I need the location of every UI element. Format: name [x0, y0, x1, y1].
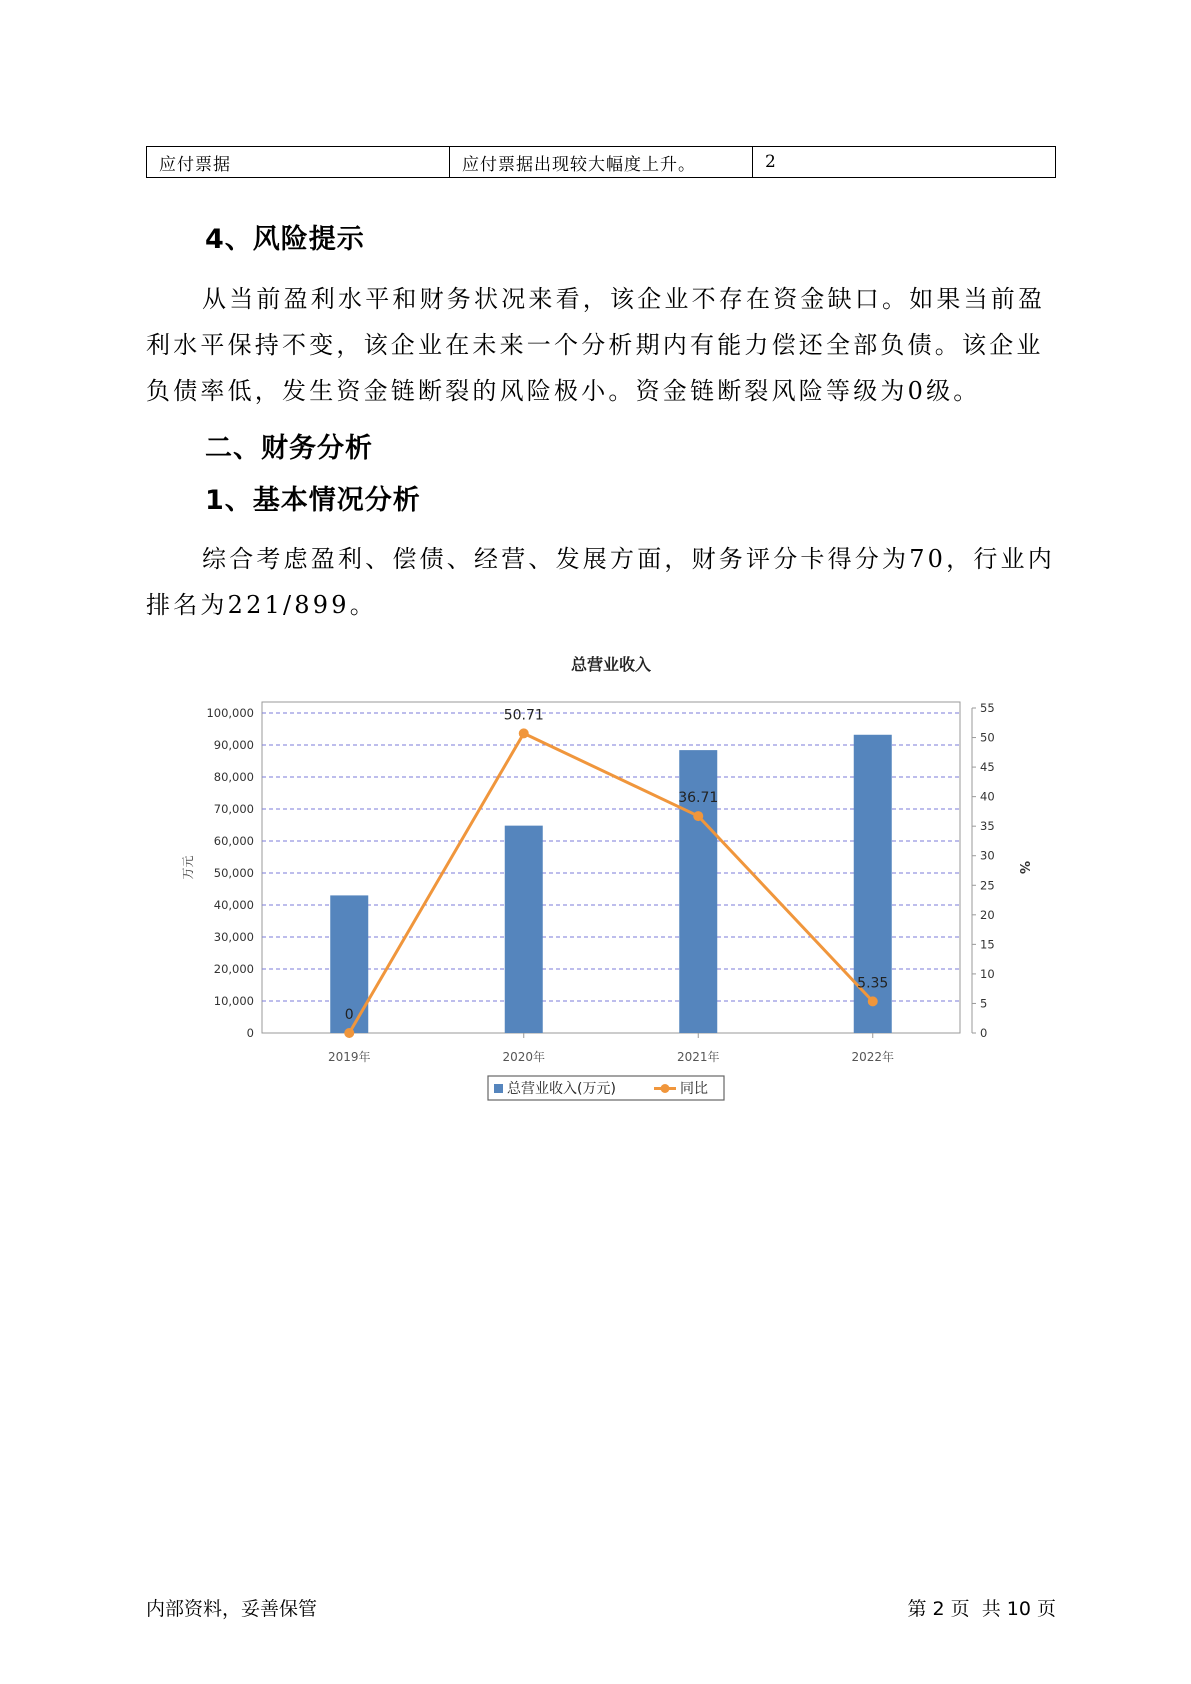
- yoy-point: [693, 811, 703, 821]
- y-tick-label-left: 70,000: [213, 802, 254, 816]
- y-tick-label-left: 20,000: [213, 962, 254, 976]
- y-tick-label-right: 45: [980, 760, 995, 775]
- y-tick-label-left: 0: [246, 1026, 254, 1040]
- legend-label-yoy: 同比: [680, 1081, 708, 1097]
- y-tick-label-right: 20: [980, 907, 995, 922]
- legend-label-revenue: 总营业收入(万元): [507, 1081, 616, 1097]
- basic-analysis-paragraph: 综合考虑盈利、偿债、经营、发展方面，财务评分卡得分为70，行业内排名为221/899。: [146, 545, 1055, 619]
- footer-page-number: 第 2 页 共 10 页: [907, 1598, 1056, 1620]
- y-tick-label-left: 10,000: [213, 994, 254, 1008]
- y-axis-title-right: %: [1016, 860, 1031, 875]
- y-tick-label-left: 40,000: [213, 898, 254, 912]
- risk-paragraph: 从当前盈利水平和财务状况来看，该企业不存在资金缺口。如果当前盈利水平保持不变，该企业在未来一个分析期内有能力偿还全部负债。该企业负债率低，发生资金链断裂的风险极小。资金链断裂风险等级为0级。: [146, 285, 1046, 405]
- y-tick-label-left: 100,000: [206, 706, 254, 720]
- yoy-data-label: 5.35: [857, 975, 889, 992]
- footer-confidential: 内部资料，妥善保管: [146, 1598, 318, 1620]
- y-tick-label-left: 30,000: [213, 930, 254, 944]
- y-tick-label-right: 50: [980, 730, 995, 745]
- table-cell-item: 应付票据: [147, 147, 450, 177]
- x-tick-label: 2022年: [851, 1050, 895, 1064]
- revenue-bar: [505, 826, 543, 1033]
- y-tick-label-left: 90,000: [213, 738, 254, 752]
- summary-table-row: [146, 146, 1056, 178]
- yoy-data-label: 50.71: [503, 707, 544, 724]
- finance-heading: 二、财务分析: [205, 433, 373, 464]
- chart-title: 总营业收入: [570, 655, 652, 674]
- yoy-point: [519, 728, 529, 738]
- y-tick-label-right: 15: [980, 937, 995, 952]
- y-axis-title-left: 万元: [181, 855, 195, 880]
- y-tick-label-left: 60,000: [213, 834, 254, 848]
- y-tick-label-left: 50,000: [213, 866, 254, 880]
- y-tick-label-left: 80,000: [213, 770, 254, 784]
- y-tick-label-right: 40: [980, 789, 995, 804]
- y-tick-label-right: 0: [980, 1026, 988, 1040]
- x-tick-label: 2019年: [327, 1050, 371, 1064]
- y-tick-label-right: 10: [980, 966, 995, 981]
- yoy-data-label: 36.71: [678, 790, 719, 807]
- y-tick-label-right: 55: [980, 701, 995, 715]
- yoy-data-label: 0: [344, 1007, 354, 1023]
- y-tick-label-right: 25: [980, 878, 995, 893]
- yoy-point: [344, 1028, 354, 1038]
- table-cell-score: 2: [765, 152, 777, 172]
- y-tick-label-right: 35: [980, 819, 995, 834]
- y-tick-label-right: 30: [980, 848, 995, 863]
- x-tick-label: 2020年: [502, 1050, 546, 1064]
- x-tick-label: 2021年: [676, 1050, 720, 1064]
- legend-swatch-revenue: [494, 1084, 503, 1093]
- revenue-chart: [180, 655, 1031, 1115]
- risk-heading: 4、风险提示: [205, 224, 365, 255]
- legend-swatch-yoy-point: [661, 1084, 670, 1093]
- yoy-point: [868, 996, 878, 1006]
- table-cell-description: 应付票据出现较大幅度上升。: [450, 147, 753, 177]
- basic-analysis-heading: 1、基本情况分析: [205, 485, 421, 516]
- y-tick-label-right: 5: [980, 996, 988, 1011]
